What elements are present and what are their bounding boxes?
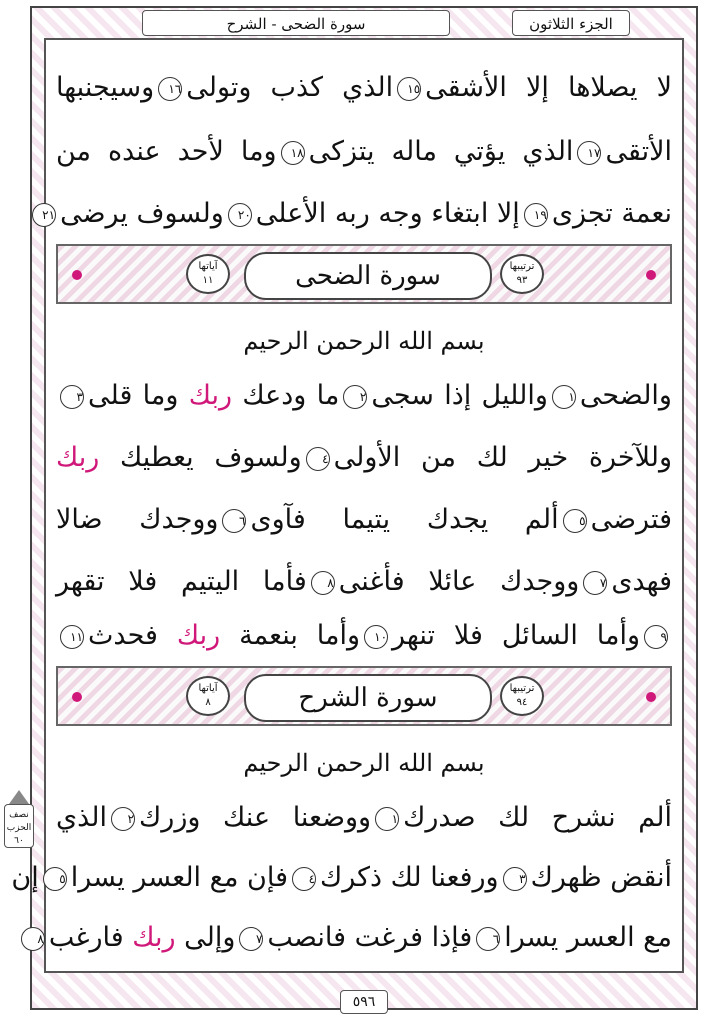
ayah-marker: ٨ — [21, 927, 45, 951]
ayah-marker: ٨ — [311, 571, 335, 595]
ayah-marker: ١١ — [60, 625, 84, 649]
ayah-marker: ٤ — [292, 867, 316, 891]
text-line: فترضى٥ألم يجدك يتيما فآوى٦ووجدك ضالا — [56, 504, 673, 535]
text-line: ٩وأما السائل فلا تنهر١٠وأما بنعمة ربك فحدث١١ — [56, 610, 672, 662]
ornament-dot — [646, 692, 656, 702]
basmala: بسم الله الرحمن الرحيم — [243, 749, 485, 777]
ornament-dot — [72, 270, 82, 280]
ayah-marker: ٢ — [343, 385, 367, 409]
ayah-marker: ٩ — [644, 625, 668, 649]
ayah-marker: ١٩ — [524, 203, 548, 227]
page-number: ٥٩٦ — [340, 990, 388, 1014]
juz-label: الجزء الثلاثون — [512, 10, 630, 36]
hizb-marker: نصف الحزب ٦٠ — [2, 790, 36, 854]
surah-header: سورة الضحى - الشرح — [142, 10, 450, 36]
ayah-marker: ١٥ — [397, 77, 421, 101]
surah-order: ترتيبها ٩٤ — [500, 676, 544, 716]
ayah-marker: ٥ — [563, 509, 587, 533]
ayah-marker: ٦ — [476, 927, 500, 951]
ayah-marker: ١٠ — [364, 625, 388, 649]
text-line: لا يصلاها إلا الأشقى١٥الذي كذب وتولى١٦وسيجنبها — [56, 72, 672, 103]
surah-banner-duha — [56, 244, 672, 304]
ayah-marker: ٢١ — [32, 203, 56, 227]
ayat-count: آياتها ١١ — [186, 254, 230, 294]
text-line: فهدى٧ووجدك عائلا فأغنى٨فأما اليتيم فلا تقهر — [56, 566, 672, 597]
surah-title: سورة الضحى — [244, 252, 492, 300]
ayah-marker: ٥ — [43, 867, 67, 891]
ayah-marker: ١ — [552, 385, 576, 409]
text-line: نعمة تجزى١٩إلا ابتغاء وجه ربه الأعلى٢٠ولسوف يرضى٢١ — [56, 188, 672, 240]
basmala: بسم الله الرحمن الرحيم — [243, 327, 485, 355]
ayah-marker: ١٨ — [281, 141, 305, 165]
ayah-marker: ١٦ — [158, 77, 182, 101]
surah-banner-sharh — [56, 666, 672, 726]
text-line: أنقض ظهرك٣ورفعنا لك ذكرك٤فإن مع العسر يسرا٥إن — [11, 862, 672, 893]
ayah-marker: ١٧ — [577, 141, 601, 165]
surah-order: ترتيبها ٩٣ — [500, 254, 544, 294]
ayah-marker: ٣ — [60, 385, 84, 409]
ornament-dot — [646, 270, 656, 280]
ayah-marker: ١ — [375, 807, 399, 831]
ayah-marker: ٢ — [111, 807, 135, 831]
text-line: الأتقى١٧الذي يؤتي ماله يتزكى١٨وما لأحد عنده من — [56, 136, 673, 167]
ayah-marker: ٧ — [239, 927, 263, 951]
ayah-marker: ٢٠ — [228, 203, 252, 227]
hizb-ornament-icon — [9, 790, 29, 804]
ayah-marker: ٤ — [306, 447, 330, 471]
text-line: مع العسر يسرا٦فإذا فرغت فانصب٧وإلى ربك فارغب٨ — [56, 912, 672, 964]
ayah-marker: ٣ — [503, 867, 527, 891]
ayah-marker: ٦ — [222, 509, 246, 533]
surah-title: سورة الشرح — [244, 674, 492, 722]
text-line: والضحى١والليل إذا سجى٢ما ودعك ربك وما قلى٣ — [56, 370, 672, 422]
text-line: وللآخرة خير لك من الأولى٤ولسوف يعطيك ربك — [56, 442, 672, 473]
ayah-marker: ٧ — [583, 571, 607, 595]
ornament-dot — [72, 692, 82, 702]
text-line: ألم نشرح لك صدرك١ووضعنا عنك وزرك٢الذي — [56, 802, 673, 833]
ayat-count: آياتها ٨ — [186, 676, 230, 716]
